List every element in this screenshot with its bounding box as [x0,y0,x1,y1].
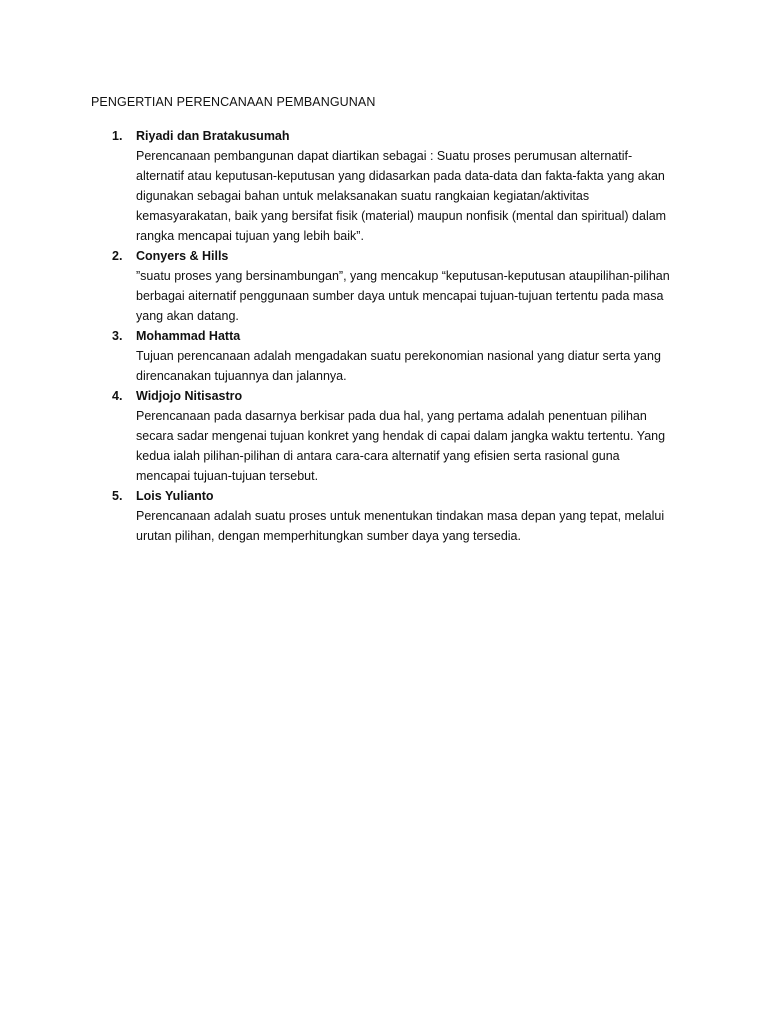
item-number: 1. [112,129,123,143]
document-title: PENGERTIAN PERENCANAAN PEMBANGUNAN [91,95,376,109]
item-text: ”suatu proses yang bersinambungan”, yang mencakup “keputusan-keputusan ataupilihan-pilihan berbagai aiternatif penggunaan sumber daya untuk mencapai tujuan-tujuan tertentu pada masa yang akan datang. [136,269,670,323]
item-text: Perencanaan pada dasarnya berkisar pada dua hal, yang pertama adalah penentuan pilihan secara sadar mengenai tujuan konkret yang hendak di capai dalam jangka waktu tertentu. Yang kedua ialah pilihan-pilihan di antara cara-cara alternatif yang efisien serta rasional guna mencapai tujuan-tujuan tersebut. [136,409,666,483]
definition-list [0,126,768,546]
item-author: Widjojo Nitisastro [136,389,243,403]
item-text: Perencanaan pembangunan dapat diartikan sebagai : Suatu proses perumusan alternatif-alternatif atau keputusan-keputusan yang didasarkan pada data-data dan fakta-fakta yang akan digunakan sebagai bahan untuk melaksanakan suatu rangkaian kegiatan/aktivitas kemasyarakatan, baik yang bersifat fisik (material) maupun nonfisik (mental dan spiritual) dalam rangka mencapai tujuan yang lebih baik”. [136,149,667,243]
definition-item-5 [0,486,768,546]
definition-item-2 [0,246,768,326]
item-number: 3. [112,329,123,343]
item-text: Tujuan perencanaan adalah mengadakan suatu perekonomian nasional yang diatur serta yang direncanakan tujuannya dan jalannya. [136,349,661,383]
item-number: 5. [112,489,123,503]
item-author: Conyers & Hills [136,249,229,263]
item-text: Perencanaan adalah suatu proses untuk menentukan tindakan masa depan yang tepat, melalui urutan pilihan, dengan memperhitungkan sumber daya yang tersedia. [136,509,665,543]
item-author: Mohammad Hatta [136,329,241,343]
item-author: Riyadi dan Bratakusumah [136,129,290,143]
item-number: 2. [112,249,123,263]
definition-item-4 [0,386,768,486]
item-author: Lois Yulianto [136,489,214,503]
definition-item-1 [0,126,768,246]
item-number: 4. [112,389,123,403]
definition-item-3 [0,326,768,386]
